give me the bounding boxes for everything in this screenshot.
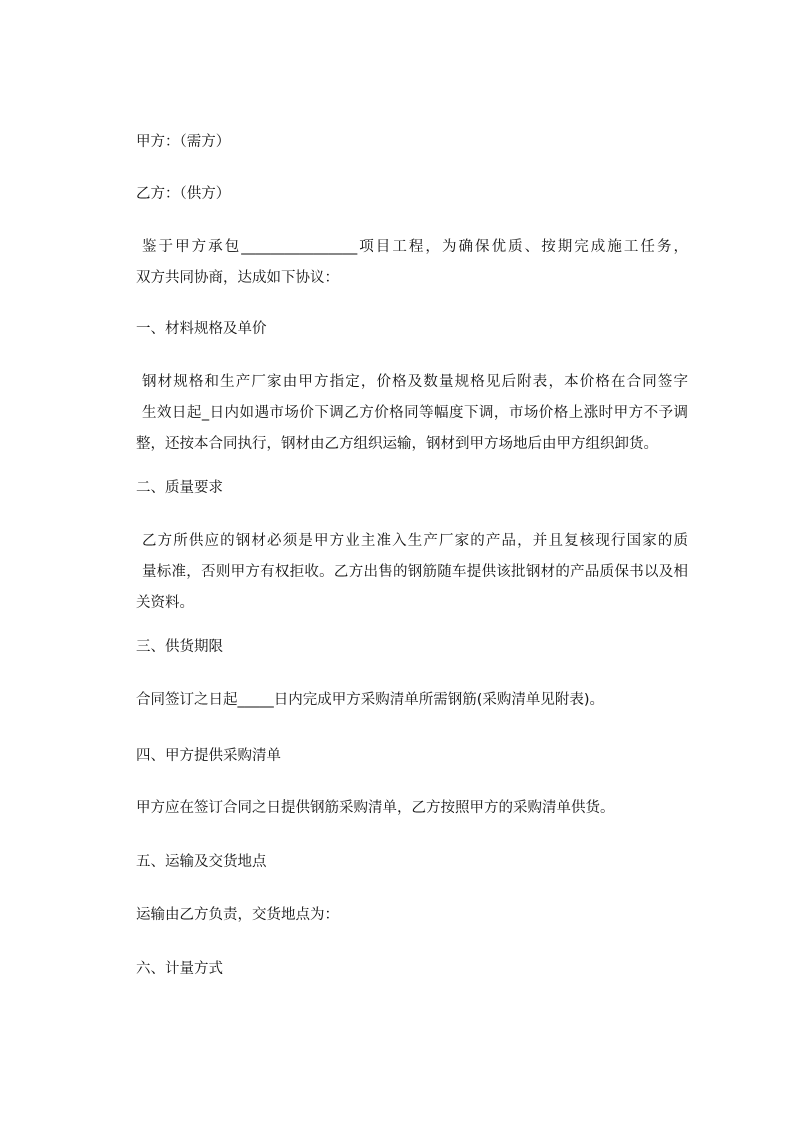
section-6-heading: 六、计量方式 [136,961,223,977]
section-4-heading: 四、甲方提供采购清单 [136,748,281,764]
intro-line-2: 双方共同协商，达成如下协议： [136,270,339,286]
intro-paragraph [136,232,688,294]
section-2-body [136,526,688,619]
section-5-heading: 五、运输及交货地点 [136,854,267,870]
section-1-line-1: 钢材规格和生产厂家由甲方指定，价格及数量规格见后附表，本价格在合同签字 [142,374,688,390]
section-1-heading: 一、材料规格及单价 [136,321,267,337]
section-3-line-1: 合同签订之日起_____日内完成甲方采购清单所需钢筋(采购清单见附表)。 [136,692,605,708]
party-b-line: 乙方：（供方） [136,186,231,202]
section-1-line-3: 整，还按本合同执行，钢材由乙方组织运输，钢材到甲方场地后由甲方组织卸货。 [136,436,658,452]
intro-line-1: 鉴于甲方承包________________项目工程，为确保优质、按期完成施工任务， [142,239,688,255]
section-1-body [136,367,688,460]
section-2-line-3: 关资料。 [136,595,194,611]
party-a-line: 甲方：（需方） [136,134,231,150]
section-2-line-2: 量标准，否则甲方有权拒收。乙方出售的钢筋随车提供该批钢材的产品质保书以及相 [142,564,688,580]
section-2-heading: 二、质量要求 [136,480,223,496]
section-3-heading: 三、供货期限 [136,639,223,655]
section-1-line-2: 生效日起_日内如遇市场价下调乙方价格同等幅度下调，市场价格上涨时甲方不予调 [142,405,688,421]
section-2-line-1: 乙方所供应的钢材必须是甲方业主准入生产厂家的产品，并且复核现行国家的质 [142,533,688,549]
section-4-line-1: 甲方应在签订合同之日提供钢筋采购清单，乙方按照甲方的采购清单供货。 [136,800,615,816]
section-5-line-1: 运输由乙方负责，交货地点为： [136,907,339,923]
